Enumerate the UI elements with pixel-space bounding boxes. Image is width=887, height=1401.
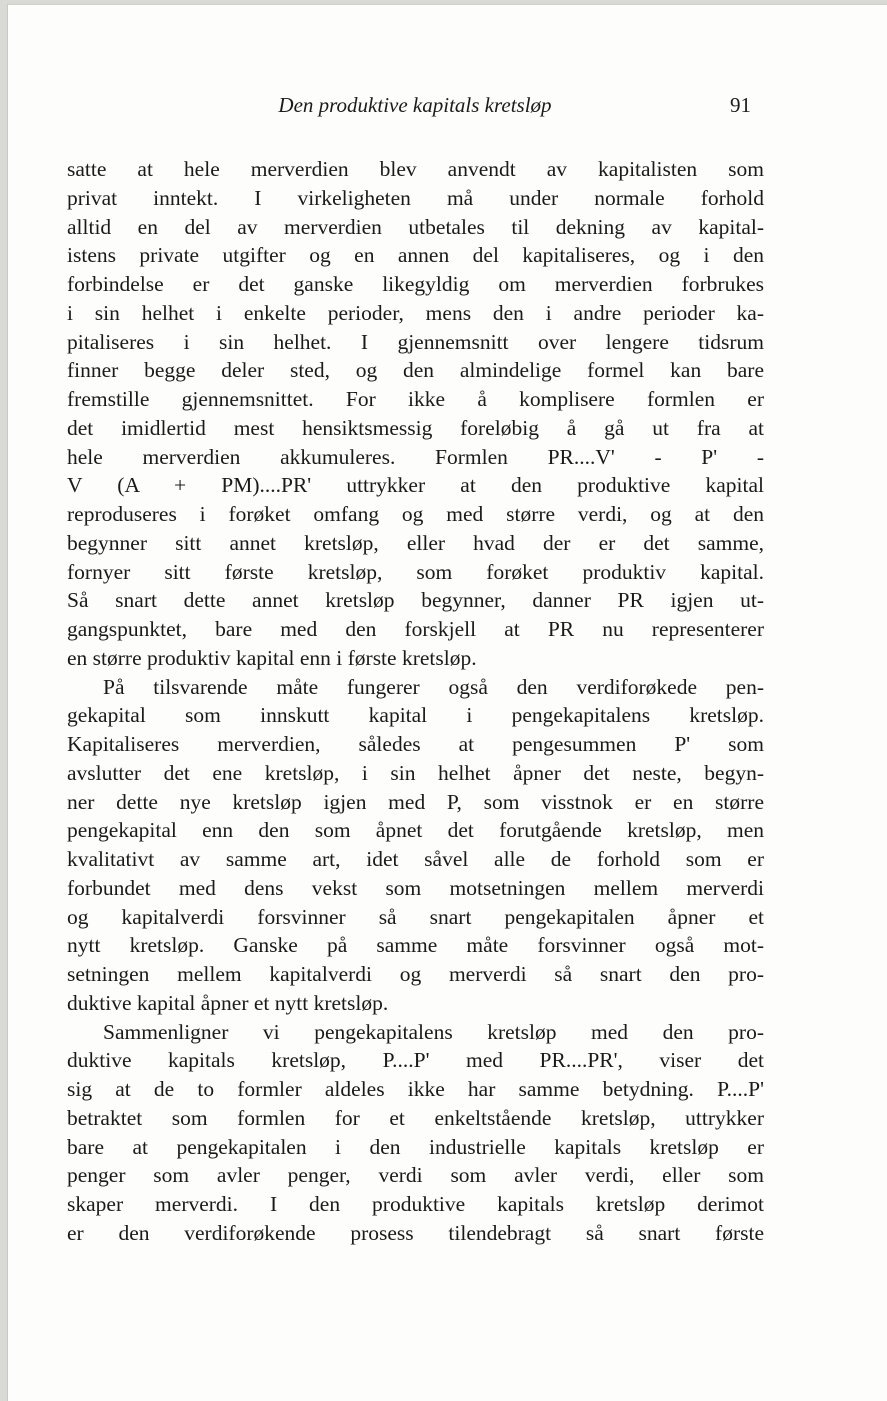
text-line: kvalitativt av samme art, idet såvel alle de forhold som er — [67, 847, 764, 871]
text-line: reproduseres i forøket omfang og med større verdi, og at den — [67, 502, 764, 526]
text-line: forbindelse er det ganske likegyldig om merverdien forbrukes — [67, 272, 764, 296]
text-line: setningen mellem kapitalverdi og merverdi så snart den pro- — [67, 962, 764, 986]
text-line: Sammenligner vi pengekapitalens kretsløp med den pro- — [103, 1019, 764, 1044]
text-line: V (A + PM)....PR' uttrykker at den produktive kapital — [67, 473, 764, 498]
paragraph — [67, 155, 764, 673]
text-line: betraktet som formlen for et enkeltstående kretsløp, uttrykker — [67, 1105, 764, 1130]
text-line: Kapitaliseres merverdien, således at pengesummen P' som — [67, 732, 764, 756]
text-line: og kapitalverdi forsvinner så snart pengekapitalen åpner et — [67, 904, 764, 929]
text-line: fornyer sitt første kretsløp, som forøket produktiv kapital. — [67, 559, 764, 584]
running-title: Den produktive kapitals kretsløp — [278, 93, 552, 117]
text-line: alltid en del av merverdien utbetales til dekning av kapital- — [67, 214, 764, 239]
text-line: penger som avler penger, verdi som avler verdi, eller som — [67, 1163, 764, 1188]
text-line: en større produktiv kapital enn i første kretsløp. — [67, 645, 477, 670]
text-line: Så snart dette annet kretsløp begynner, danner PR igjen ut- — [67, 588, 764, 613]
text-line: pitaliseres i sin helhet. I gjennemsnitt over lengere tidsrum — [67, 329, 764, 354]
text-line: det imidlertid mest hensiktsmessig foreløbig å gå ut fra at — [67, 415, 764, 440]
text-line: er den verdiforøkende prosess tilendebragt så snart første — [67, 1220, 764, 1245]
text-line: duktive kapitals kretsløp, P....P' med PR....PR', viser det — [67, 1048, 764, 1073]
text-line: privat inntekt. I virkeligheten må under normale forhold — [67, 185, 764, 210]
text-line: gangspunktet, bare med den forskjell at PR nu representerer — [67, 617, 764, 641]
body-text — [67, 155, 764, 1248]
text-line: finner begge deler sted, og den almindelige formel kan bare — [67, 358, 764, 383]
text-line: nytt kretsløp. Ganske på samme måte forsvinner også mot- — [67, 933, 764, 958]
page-number: 91 — [730, 93, 751, 117]
book-page — [7, 4, 887, 1401]
text-line: skaper merverdi. I den produktive kapitals kretsløp derimot — [67, 1192, 764, 1216]
text-line: fremstille gjennemsnittet. For ikke å komplisere formlen er — [67, 387, 764, 411]
text-line: begynner sitt annet kretsløp, eller hvad der er det samme, — [67, 530, 764, 555]
text-line: forbundet med dens vekst som motsetningen mellem merverdi — [67, 875, 764, 900]
text-line: i sin helhet i enkelte perioder, mens den i andre perioder ka- — [67, 300, 764, 325]
text-line: pengekapital enn den som åpnet det forutgående kretsløp, men — [67, 818, 764, 843]
text-line: bare at pengekapitalen i den industrielle kapitals kretsløp er — [67, 1134, 764, 1159]
paragraph — [67, 1018, 764, 1248]
paragraph — [67, 673, 764, 1018]
text-line: ner dette nye kretsløp igjen med P, som visstnok er en større — [67, 789, 764, 814]
text-line: duktive kapital åpner et nytt kretsløp. — [67, 990, 389, 1015]
text-line: På tilsvarende måte fungerer også den verdiforøkede pen- — [103, 674, 764, 699]
text-line: satte at hele merverdien blev anvendt av kapitalisten som — [67, 157, 764, 181]
text-line: hele merverdien akkumuleres. Formlen PR....V' - P' - — [67, 444, 764, 469]
text-line: istens private utgifter og en annen del kapitaliseres, og i den — [67, 243, 764, 268]
text-line: gekapital som innskutt kapital i pengekapitalens kretsløp. — [67, 703, 764, 728]
text-line: avslutter det ene kretsløp, i sin helhet åpner det neste, begyn- — [67, 760, 764, 785]
text-line: sig at de to formler aldeles ikke har samme betydning. P....P' — [67, 1077, 764, 1101]
